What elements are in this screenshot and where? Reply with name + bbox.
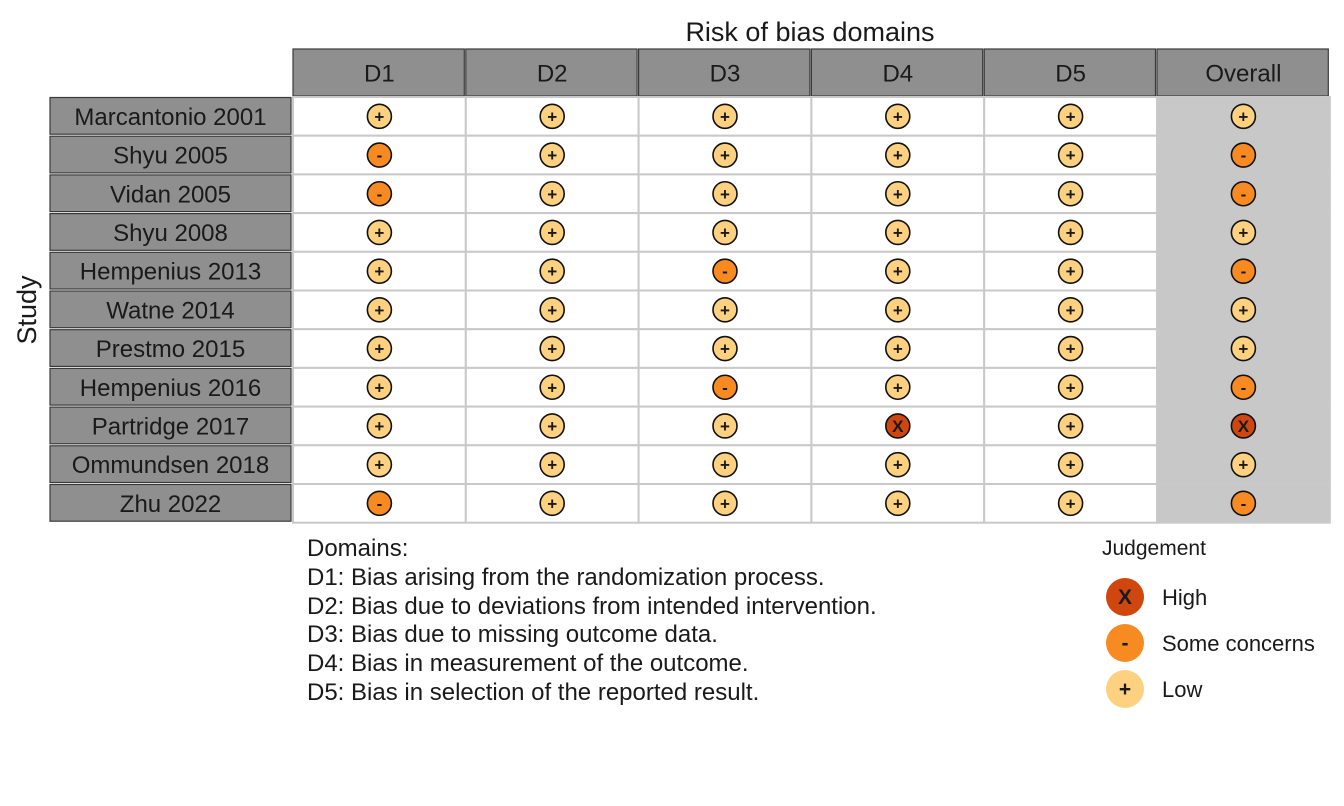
rob-table — [50, 49, 1330, 523]
judgement-symbol: + — [1065, 494, 1076, 514]
judgement-symbol: + — [374, 262, 385, 282]
judgement-marker-high — [886, 414, 910, 438]
legend-item-low — [1106, 670, 1202, 708]
judgement-symbol: + — [547, 494, 558, 514]
judgement-marker-low — [886, 491, 910, 515]
judgement-marker-some — [1231, 491, 1255, 515]
domain-line-d1: D1: Bias arising from the randomization process. — [307, 564, 825, 591]
judgement-marker-low — [367, 104, 391, 128]
judgement-symbol: - — [722, 378, 728, 398]
judgement-marker-low — [1059, 453, 1083, 477]
column-header-label: D5 — [1055, 60, 1086, 88]
judgement-symbol: + — [547, 455, 558, 475]
judgement-marker-some — [1231, 143, 1255, 167]
domain-line-d2: D2: Bias due to deviations from intended intervention. — [307, 593, 877, 620]
study-label: Ommundsen 2018 — [71, 452, 270, 480]
judgement-symbol: - — [1240, 494, 1247, 514]
judgement-marker-some — [367, 143, 391, 167]
judgement-marker-low — [540, 414, 564, 438]
column-header-label: D4 — [882, 60, 914, 88]
study-label: Marcantonio 2001 — [74, 103, 267, 131]
judgement-marker-low — [1231, 220, 1255, 244]
judgement-marker-some — [713, 375, 737, 399]
judgement-marker-low — [886, 259, 910, 283]
domains-legend — [307, 535, 877, 706]
judgement-symbol: + — [1065, 416, 1076, 436]
judgement-marker-low — [540, 298, 564, 322]
legend-label: Low — [1162, 677, 1203, 702]
judgement-marker-low — [540, 220, 564, 244]
judgement-marker-low — [367, 259, 391, 283]
judgement-marker-some — [1231, 182, 1255, 206]
judgement-symbol: + — [1065, 378, 1076, 398]
judgement-symbol: X — [1237, 416, 1250, 436]
judgement-marker-low — [1059, 182, 1083, 206]
judgement-marker-low — [1059, 414, 1083, 438]
chart-title: Risk of bias domains — [685, 17, 935, 47]
study-label: Watne 2014 — [106, 297, 235, 325]
judgement-marker-low — [713, 414, 737, 438]
judgement-symbol: + — [892, 184, 903, 204]
judgement-symbol: + — [1238, 455, 1249, 475]
judgement-symbol: - — [1240, 378, 1247, 398]
judgement-marker-low — [713, 491, 737, 515]
judgement-marker-low — [540, 375, 564, 399]
judgement-marker-low — [540, 337, 564, 361]
judgement-symbol: + — [1238, 300, 1249, 320]
judgement-marker-low — [1059, 220, 1083, 244]
judgement-symbol: + — [547, 339, 558, 359]
judgement-symbol: X — [892, 416, 904, 436]
judgement-marker-low — [1231, 298, 1255, 322]
judgement-marker-low — [1059, 104, 1083, 128]
domain-line-d4: D4: Bias in measurement of the outcome. — [307, 650, 749, 677]
judgement-marker-low — [540, 259, 564, 283]
judgement-symbol: + — [720, 455, 730, 475]
judgement-symbol: - — [376, 184, 383, 204]
judgement-symbol: + — [547, 416, 558, 436]
judgement-symbol: + — [1238, 223, 1249, 243]
judgement-marker-low — [1231, 453, 1255, 477]
judgement-symbol: + — [720, 416, 730, 436]
judgement-marker-low — [886, 220, 910, 244]
judgement-legend — [1102, 537, 1315, 708]
judgement-symbol: - — [1240, 262, 1247, 282]
judgement-symbol: + — [374, 107, 385, 127]
judgement-symbol: + — [892, 300, 903, 320]
judgement-marker-low — [886, 143, 910, 167]
judgement-marker-low — [367, 453, 391, 477]
study-label: Shyu 2005 — [113, 142, 228, 170]
judgement-marker-low — [713, 182, 737, 206]
judgement-symbol: - — [376, 494, 383, 514]
judgement-marker-low — [1059, 337, 1083, 361]
domain-line-d5: D5: Bias in selection of the reported result. — [307, 679, 760, 706]
study-label: Shyu 2008 — [113, 219, 228, 247]
judgement-symbol: + — [1238, 107, 1249, 127]
judgement-symbol: + — [547, 223, 558, 243]
column-header-label: D1 — [364, 60, 395, 88]
domain-line-d3: D3: Bias due to missing outcome data. — [307, 621, 718, 648]
judgement-symbol: + — [374, 416, 385, 436]
judgement-symbol: + — [892, 378, 903, 398]
judgement-marker-low — [540, 182, 564, 206]
judgement-symbol: + — [1065, 107, 1076, 127]
judgement-symbol: + — [720, 300, 730, 320]
judgement-marker-low — [886, 104, 910, 128]
judgement-marker-low — [367, 414, 391, 438]
legend-label: Some concerns — [1162, 631, 1315, 656]
judgement-marker-low — [540, 143, 564, 167]
judgement-symbol: + — [892, 494, 903, 514]
judgement-symbol: + — [374, 455, 385, 475]
judgement-marker-low — [886, 337, 910, 361]
judgement-marker-some — [1231, 375, 1255, 399]
judgement-symbol: + — [374, 339, 385, 359]
judgement-symbol: + — [892, 455, 903, 475]
judgement-marker-low — [367, 375, 391, 399]
judgement-marker-high — [1231, 414, 1255, 438]
judgement-symbol: + — [892, 339, 903, 359]
judgement-marker-low — [713, 337, 737, 361]
judgement-marker-some — [367, 182, 391, 206]
judgement-symbol: + — [720, 146, 730, 166]
judgement-marker-low — [367, 220, 391, 244]
judgement-symbol: + — [1065, 262, 1076, 282]
legend-item-some — [1106, 624, 1315, 662]
judgement-symbol: + — [1065, 146, 1076, 166]
judgement-marker-low — [540, 104, 564, 128]
legend-symbol: X — [1117, 586, 1133, 609]
judgement-symbol: + — [547, 184, 558, 204]
judgement-marker-low — [713, 143, 737, 167]
judgement-symbol: + — [374, 378, 385, 398]
judgement-symbol: - — [1240, 146, 1247, 166]
judgement-symbol: - — [1240, 184, 1247, 204]
judgement-marker-low — [367, 337, 391, 361]
judgement-marker-low — [1059, 298, 1083, 322]
judgement-marker-low — [1059, 143, 1083, 167]
judgement-symbol: + — [547, 378, 558, 398]
judgement-symbol: + — [892, 262, 903, 282]
study-label: Hempenius 2016 — [79, 374, 262, 402]
judgement-symbol: + — [892, 146, 903, 166]
judgement-marker-low — [886, 298, 910, 322]
study-label: Hempenius 2013 — [79, 258, 262, 286]
judgement-symbol: + — [720, 107, 730, 127]
judgement-marker-low — [713, 453, 737, 477]
judgement-marker-some — [367, 491, 391, 515]
judgement-symbol: + — [1065, 184, 1076, 204]
column-header-label: Overall — [1205, 60, 1282, 88]
judgement-symbol: + — [547, 262, 558, 282]
study-label: Partridge 2017 — [91, 413, 250, 441]
judgement-symbol: - — [376, 146, 383, 166]
judgement-symbol: + — [720, 494, 730, 514]
legend-item-high — [1106, 578, 1207, 616]
judgement-symbol: + — [892, 107, 903, 127]
domains-heading: Domains: — [307, 535, 409, 562]
judgement-symbol: - — [722, 262, 728, 282]
judgement-symbol: + — [547, 300, 558, 320]
judgement-marker-some — [1231, 259, 1255, 283]
judgement-legend-title: Judgement — [1102, 537, 1206, 560]
judgement-symbol: + — [547, 107, 558, 127]
judgement-marker-low — [886, 453, 910, 477]
judgement-marker-low — [886, 375, 910, 399]
judgement-marker-low — [713, 220, 737, 244]
y-axis-label: Study — [12, 275, 42, 345]
judgement-marker-low — [1059, 259, 1083, 283]
judgement-marker-low — [1231, 104, 1255, 128]
judgement-symbol: + — [1065, 223, 1076, 243]
judgement-marker-low — [540, 491, 564, 515]
judgement-symbol: + — [720, 223, 730, 243]
judgement-marker-low — [1059, 375, 1083, 399]
judgement-marker-low — [540, 453, 564, 477]
study-label: Zhu 2022 — [119, 490, 222, 518]
judgement-symbol: + — [720, 184, 730, 204]
judgement-symbol: + — [1238, 339, 1249, 359]
judgement-symbol: + — [1065, 300, 1076, 320]
legend-label: High — [1162, 585, 1208, 610]
judgement-marker-low — [713, 104, 737, 128]
column-header-label: D3 — [709, 60, 741, 88]
judgement-marker-low — [1059, 491, 1083, 515]
judgement-symbol: + — [374, 300, 385, 320]
judgement-marker-low — [1231, 337, 1255, 361]
judgement-symbol: + — [1065, 339, 1076, 359]
judgement-symbol: + — [892, 223, 903, 243]
judgement-symbol: + — [374, 223, 385, 243]
judgement-marker-low — [713, 298, 737, 322]
study-label: Prestmo 2015 — [95, 336, 246, 364]
judgement-marker-some — [713, 259, 737, 283]
judgement-marker-low — [886, 182, 910, 206]
judgement-symbol: + — [720, 339, 730, 359]
study-label: Vidan 2005 — [109, 181, 232, 209]
legend-symbol: - — [1121, 632, 1129, 655]
legend-symbol: + — [1118, 678, 1132, 701]
judgement-symbol: + — [1065, 455, 1076, 475]
judgement-symbol: + — [547, 146, 558, 166]
column-header-label: D2 — [536, 60, 568, 88]
judgement-marker-low — [367, 298, 391, 322]
